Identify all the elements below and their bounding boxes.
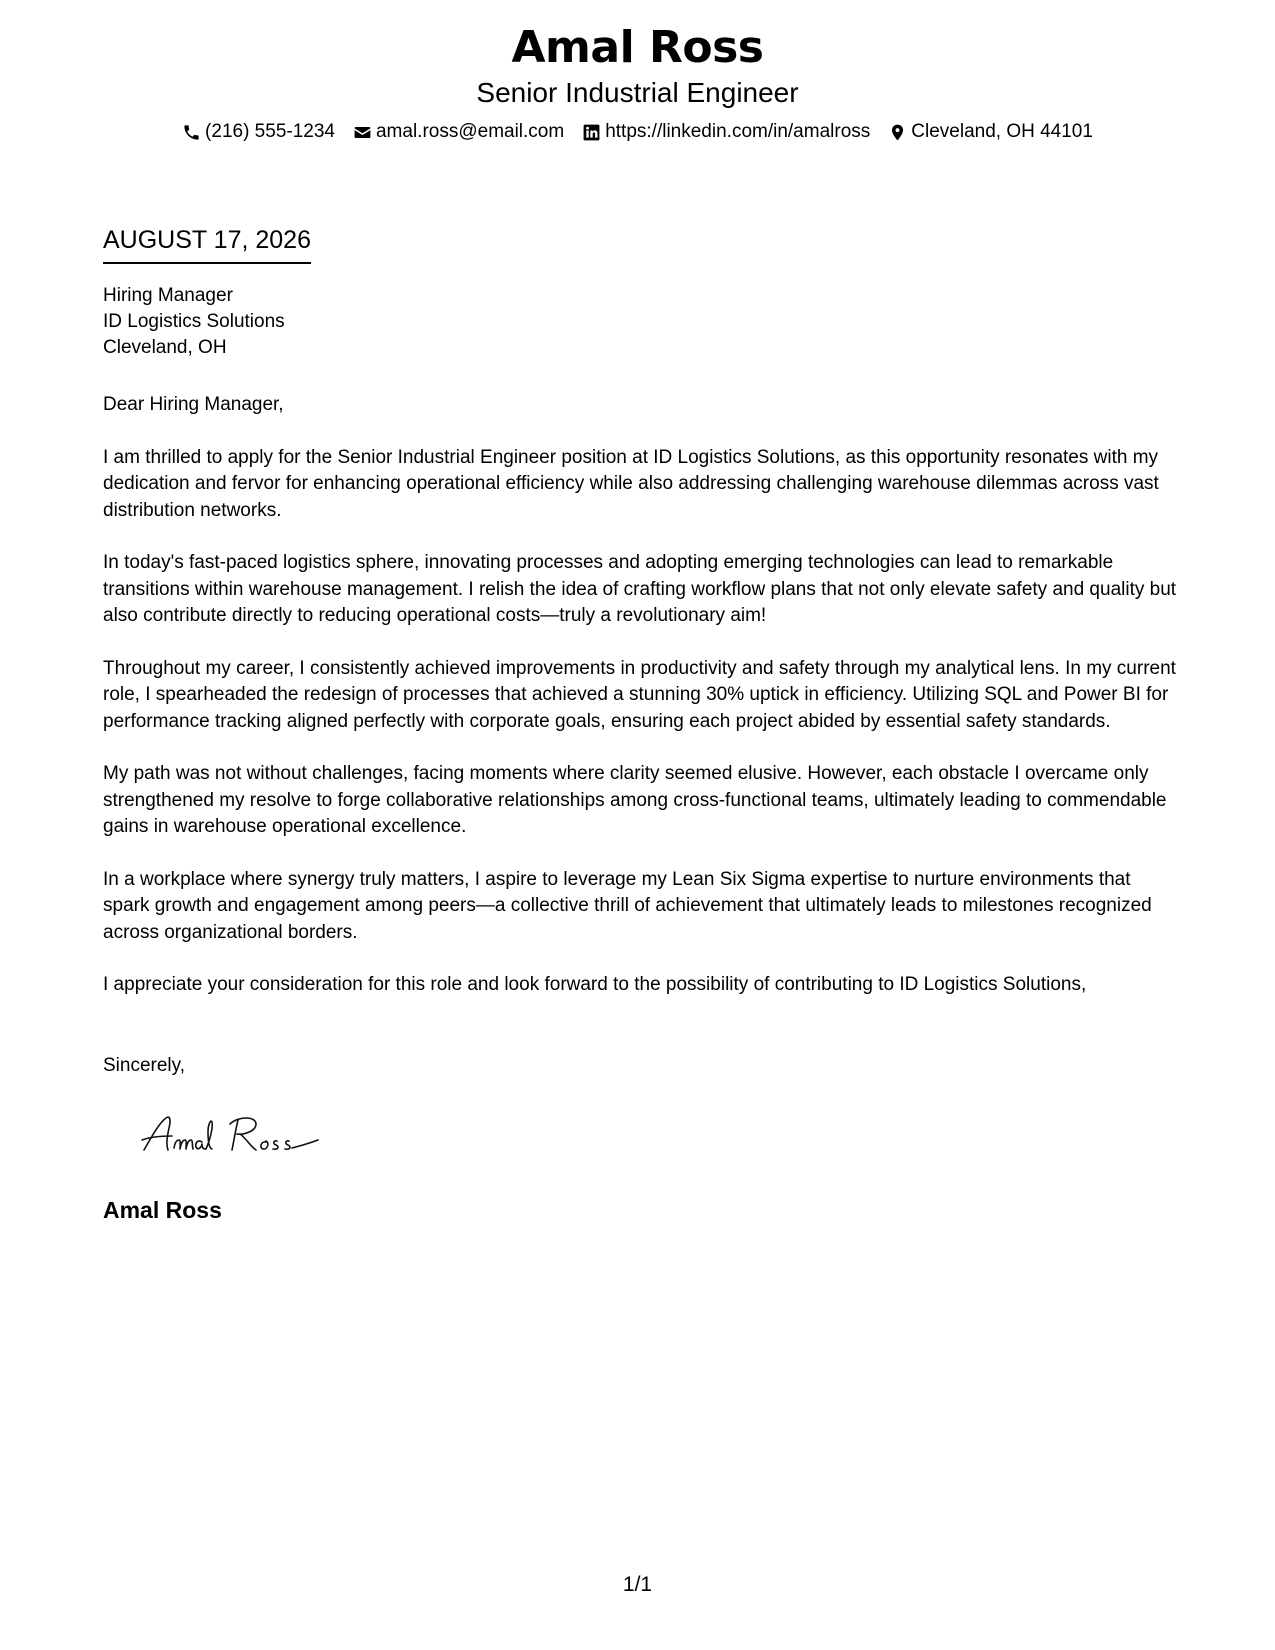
contact-location	[888, 120, 1093, 144]
contact-info	[0, 120, 1275, 144]
phone-text: (216) 555-1234	[205, 121, 335, 142]
signer-name: Amal Ross	[103, 1197, 222, 1223]
body-paragraph: My path was not without challenges, facing moments where clarity seemed elusive. However, each obstacle I overcame only strengthened my resolve to forge collaborative relationships among cross-functional teams, ultimately leading to commendable gains in warehouse operational excellence.	[103, 763, 1167, 837]
recipient-name: Hiring Manager	[103, 285, 233, 306]
envelope-icon	[353, 123, 372, 142]
applicant-title: Senior Industrial Engineer	[476, 77, 799, 108]
body-paragraph: Throughout my career, I consistently achieved improvements in productivity and safety through my analytical lens. In my current role, I spearheaded the redesign of processes that achieved a stunning 30% uptick in efficiency. Utilizing SQL and Power BI for performance tracking aligned perfectly with corporate goals, ensuring each project abided by essential safety standards.	[103, 657, 1176, 732]
linkedin-link[interactable]: https://linkedin.com/in/amalross	[605, 121, 871, 142]
location-text: Cleveland, OH 44101	[911, 121, 1093, 142]
contact-email[interactable]	[353, 120, 564, 144]
letter-date: AUGUST 17, 2026	[103, 224, 311, 264]
linkedin-icon	[582, 123, 601, 142]
contact-phone	[182, 120, 335, 144]
page-number: 1/1	[622, 1573, 653, 1596]
email-link[interactable]: amal.ross@email.com	[375, 121, 565, 142]
body-paragraph: In today's fast-paced logistics sphere, innovating processes and adopting emerging technologies can lead to remarkable transitions within warehouse management. I relish the idea of crafting workflow plans that not only elevate safety and quality but also contribute directly to reducing operational costs—truly a revolutionary aim!	[103, 552, 1177, 626]
body-paragraph: I appreciate your consideration for this role and look forward to the possibility of contributing to ID Logistics Solutions,	[103, 974, 1087, 995]
letter-header	[0, 22, 1275, 144]
letter-body	[103, 392, 1178, 1025]
recipient-block	[103, 283, 285, 361]
contact-linkedin[interactable]	[582, 120, 870, 144]
body-paragraph: In a workplace where synergy truly matters, I aspire to leverage my Lean Six Sigma expertise to nurture environments that spark growth and engagement among peers—a collective thrill of achievement that ultimately leads to milestones recognized across organizational borders.	[103, 868, 1152, 943]
recipient-company: ID Logistics Solutions	[103, 311, 285, 332]
closing: Sincerely,	[103, 1055, 186, 1076]
applicant-name: Amal Ross	[511, 22, 764, 73]
phone-icon	[182, 123, 201, 142]
signature-image	[140, 1110, 330, 1160]
map-pin-icon	[888, 123, 907, 142]
salutation: Dear Hiring Manager,	[103, 394, 284, 415]
recipient-location: Cleveland, OH	[103, 337, 227, 358]
body-paragraph: I am thrilled to apply for the Senior Industrial Engineer position at ID Logistics Solutions, as this opportunity resonates with my dedication and fervor for enhancing operational efficiency while also addressing challenging warehouse dilemmas across vast distribution networks.	[103, 446, 1159, 521]
